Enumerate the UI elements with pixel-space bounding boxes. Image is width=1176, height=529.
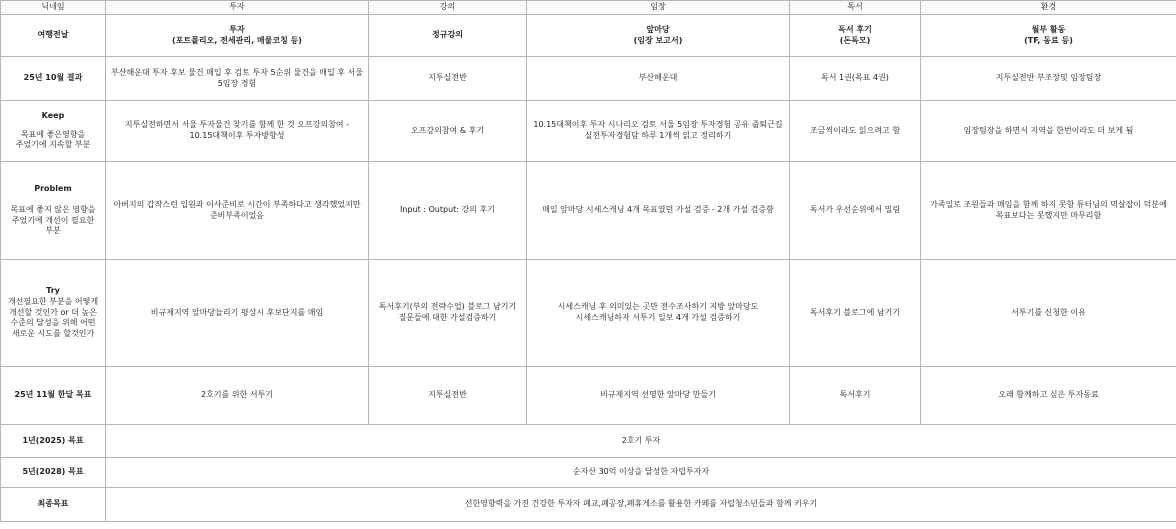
- cell-investment: 아버지의 갑작스런 입원과 이사준비로 시간이 부족하다고 생각했었지만 준비부족이었음: [106, 162, 369, 260]
- header-investment: 투자: [106, 1, 369, 15]
- goal-text: 선한영향력을 가진 건강한 투자자 폐교,폐공장,폐휴게소를 활용한 카페를 자립청소년들과 함께 키우기: [106, 488, 1176, 522]
- cell-lecture: 지투실전반: [369, 57, 527, 101]
- row-goal-1year: [1, 425, 1176, 458]
- header-imjang: 임장: [527, 1, 790, 15]
- cell-environment: 서투기를 신청한 이유: [921, 260, 1176, 367]
- header-row: [1, 1, 1176, 15]
- cell-environment: 지투실전반 부조장및 임장팀장: [921, 57, 1176, 101]
- cell-imjang: 10.15대책이후 투자 시나리오 검토 서울 5임장 투자경험 공유 줍퇴근길 실전투자경험담 하루 1개씩 읽고 정리하기: [527, 101, 790, 162]
- row-problem: [1, 162, 1176, 260]
- header-nickname: 닉네임: [1, 1, 106, 15]
- cell-lecture: 독서후기(부의 전략수업) 블로그 남기기 질문들에 대한 가설검증하기: [369, 260, 527, 367]
- goal-label: 최종목표: [1, 488, 106, 522]
- cell-reading: 조금씩이라도 읽으려고 함: [790, 101, 921, 162]
- subheader-cell-lecture: [369, 15, 527, 57]
- cell-reading: 독서후기 블로그에 남기기: [790, 260, 921, 367]
- cell-imjang: 부산해운대: [527, 57, 790, 101]
- row-label-cell: [1, 101, 106, 162]
- row-label: Try: [46, 286, 60, 295]
- subheader-title: 독서 후기: [838, 24, 872, 34]
- row-october-result: [1, 57, 1176, 101]
- cell-imjang: 비규제지역 선명한 앞마당 만들기: [527, 367, 790, 425]
- subheader-title: 앞마당: [646, 24, 670, 34]
- goal-label: 1년(2025) 목표: [1, 425, 106, 458]
- subheader-title: 정규강의: [432, 30, 463, 40]
- row-try: [1, 260, 1176, 367]
- cell-lecture: Input : Output: 강의 후기: [369, 162, 527, 260]
- subheader-cell-imjang: [527, 15, 790, 57]
- cell-investment: 비규제지역 앞마당늘리기 평상시 후보단지를 매임: [106, 260, 369, 367]
- row-november-goal: [1, 367, 1176, 425]
- cell-lecture: 지투실전반: [369, 367, 527, 425]
- header-environment: 환경: [921, 1, 1176, 15]
- header-lecture: 강의: [369, 1, 527, 15]
- subheader-title: 월부 활동: [1031, 24, 1066, 34]
- cell-imjang: 시세스캐닝 후 의미있는 곳만 전수조사하기 지방 앞마당도 시세스캐닝하자 서투기 일보 4개 가설 검증하기: [527, 260, 790, 367]
- subheader-subtitle: (TF, 동료 등): [1024, 35, 1073, 45]
- cell-reading: 독서후기: [790, 367, 921, 425]
- row-label: Keep: [41, 110, 65, 120]
- subheader-label: 여행전날: [1, 15, 106, 57]
- row-description: 목표에 좋지 않은 영향을 주었기에 개선이 필요한 부분: [10, 204, 96, 236]
- goal-text: 2호기 투자: [106, 425, 1176, 458]
- row-label: Problem: [34, 183, 72, 193]
- row-label-cell: [1, 260, 106, 367]
- cell-imjang: 매일 앞마당 시세스캐닝 4개 목표였던 가설 검증 - 2개 가설 검증함: [527, 162, 790, 260]
- header-reading: 독서: [790, 1, 921, 15]
- row-label-cell: [1, 162, 106, 260]
- subheader-cell-environment: [921, 15, 1176, 57]
- subheader-cell-investment: [106, 15, 369, 57]
- subheader-subtitle: (돈독모): [839, 35, 871, 45]
- subheader-subtitle: (포트폴리오, 전세관리, 매물코칭 등): [172, 35, 302, 45]
- cell-environment: 오래 함께하고 싶은 투자동료: [921, 367, 1176, 425]
- row-goal-final: [1, 488, 1176, 522]
- row-label: 25년 11월 한달 목표: [1, 367, 106, 425]
- goal-label: 5년(2028) 목표: [1, 458, 106, 488]
- cell-environment: 가족일로 조원들과 매임을 함께 하지 못함 튜터님의 멱살잡이 덕분에 목표보다는 못했지만 마무리함: [921, 162, 1176, 260]
- cell-reading: 독서가 우선순위에서 밀림: [790, 162, 921, 260]
- cell-investment: 2호기를 위한 서투기: [106, 367, 369, 425]
- goal-text: 순자산 30억 이상을 달성한 자립투자자: [106, 458, 1176, 488]
- cell-reading: 독서 1권(목표 4권): [790, 57, 921, 101]
- subheader-title: 투자: [229, 24, 245, 34]
- row-keep: [1, 101, 1176, 162]
- cell-investment: 지투실전하면서 서울 투자물건 찾기를 함께 한 것 오프강의참여 - 10.15대책이후 투자방향성: [106, 101, 369, 162]
- row-description: 목표에 좋은영향을 주었기에 지속할 부분: [15, 129, 91, 150]
- subheader-row: [1, 15, 1176, 57]
- cell-investment: 부산해운대 투자 후보 물건 매입 후 검토 투자 5순위 물건을 매입 후 서울 5임장 경험: [106, 57, 369, 101]
- row-description: 개선필요한 부분을 어떻게 개선할 것인가 or 더 높은 수준의 달성을 위해 어떤 새로운 시도를 할것인가: [7, 296, 99, 339]
- row-goal-5year: [1, 458, 1176, 488]
- cell-environment: 임장팀장을 하면서 지역을 한번이라도 더 보게 됨: [921, 101, 1176, 162]
- row-label: 25년 10월 결과: [1, 57, 106, 101]
- subheader-subtitle: (임장 보고서): [633, 35, 683, 45]
- cell-lecture: 오프강의참여 & 후기: [369, 101, 527, 162]
- subheader-cell-reading: [790, 15, 921, 57]
